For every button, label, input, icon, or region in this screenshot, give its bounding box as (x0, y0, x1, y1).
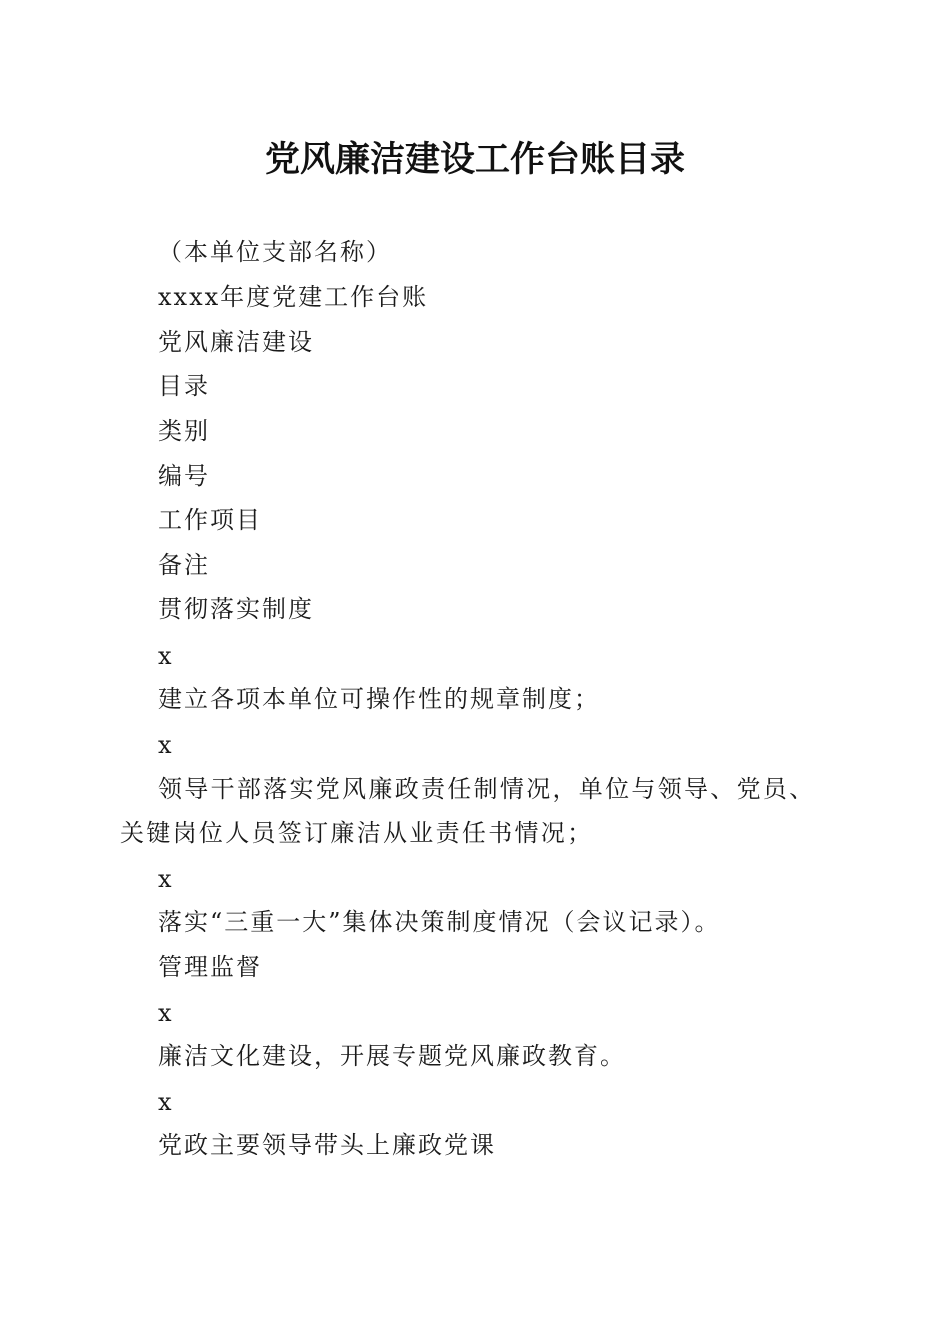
section-heading: 党风廉洁建设 (158, 328, 314, 356)
unit-branch-name: （本单位支部名称） (158, 238, 392, 266)
column-work-item: 工作项目 (158, 506, 262, 534)
category-system-implementation: 贯彻落实制度 (158, 595, 314, 623)
work-item-collective-decision: 落实“三重一大”集体决策制度情况（会议记录）。 (158, 908, 721, 936)
work-item-responsibility: 领导干部落实党风廉政责任制情况，单位与领导、党员、关键岗位人员签订廉洁从业责任书情况； (120, 775, 816, 847)
item-number: x (158, 731, 174, 759)
category-management-supervision: 管理监督 (158, 953, 262, 981)
work-item-leader-lecture: 党政主要领导带头上廉政党课 (158, 1131, 496, 1159)
column-category: 类别 (158, 417, 210, 445)
item-number: x (158, 999, 174, 1027)
item-number: x (158, 642, 174, 670)
year-ledger-line: xxxx年度党建工作台账 (158, 283, 429, 311)
contents-heading: 目录 (158, 372, 210, 400)
column-remarks: 备注 (158, 551, 210, 579)
item-number: x (158, 865, 174, 893)
column-number: 编号 (158, 462, 210, 490)
item-number: x (158, 1088, 174, 1116)
work-item-rules: 建立各项本单位可操作性的规章制度； (158, 685, 600, 713)
document-title: 党风廉洁建设工作台账目录 (264, 140, 685, 180)
work-item-integrity-culture: 廉洁文化建设，开展专题党风廉政教育。 (158, 1042, 626, 1070)
